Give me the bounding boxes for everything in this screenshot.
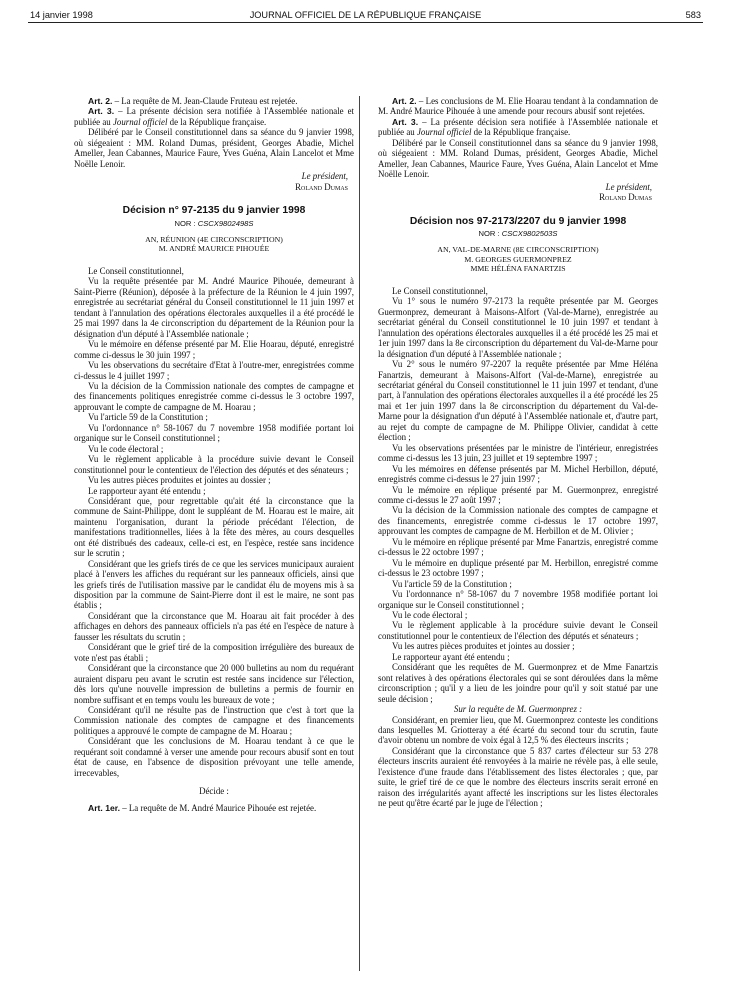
- paragraph: Vu l'article 59 de la Constitution ;: [88, 412, 208, 423]
- paragraph: Vu la requête présentée par M. André Maurice Pihouée, demeurant à Saint-Pierre (Réunion), déposée à la préfecture de la Réunion le 4 juin 1997, enregistrée au secrétariat général du Conseil constitutionnel le 11 juin 1997 et tendant à l'annulation des opérations électorales auxquelles il a été procédé le 25 mai 1997 dans la 4e circonscription du département de la Réunion pour la désignation d'un député à l'Assemblée nationale ;: [74, 276, 354, 339]
- right-subheading-2: M. GEORGES GUERMONPREZ: [464, 254, 572, 264]
- paragraph: Considérant qu'il ne résulte pas de l'instruction que c'est à tort que la Commission nationale des comptes de campagne et des financements politiques a approuvé le compte de campagne de M. Hoarau ;: [74, 705, 354, 736]
- right-column: [378, 96, 658, 809]
- left-column: [74, 96, 354, 813]
- paragraph: Considérant que les conclusions de M. Hoarau tendant à ce que le requérant soit condamné à verser une amende pour recours abusif sont en tout état de cause, en l'absence de disposition prévoyant une telle amende, irrecevables,: [74, 736, 354, 778]
- left-article-3: Art. 3. – La présente décision sera notifiée à l'Assemblée nationale et publiée au Journal officiel de la République française.: [74, 106, 354, 127]
- paragraph: Vu les autres pièces produites et jointes au dossier ;: [88, 475, 271, 486]
- paragraph: Vu le code électoral ;: [88, 443, 164, 454]
- paragraph: Le rapporteur ayant été entendu ;: [392, 651, 510, 662]
- right-paragraph-list-2: [378, 715, 658, 809]
- left-signature-title: Le président,: [301, 171, 348, 182]
- header-page-number: 583: [685, 10, 701, 20]
- left-subheading-2: M. ANDRÉ MAURICE PIHOUÉE: [158, 244, 270, 254]
- right-nor: NOR : CSCX9802503S: [478, 228, 558, 238]
- paragraph: Considérant que la circonstance que M. Hoarau ait fait procéder à des affichages en dehors des panneaux officiels n'a pas été en l'espèce de nature à fausser les résultats du scrutin ;: [74, 610, 354, 642]
- paragraph: Vu la décision de la Commission nationale des comptes de campagne et des financements, enregistrée comme ci-dessus le 17 octobre 1997, approuvant les comptes de campagne de M. Herbillon et de M. Olivier ;: [378, 505, 658, 537]
- decision-title-97-2135: Décision n° 97-2135 du 9 janvier 1998: [122, 205, 306, 217]
- right-signature-name: Roland Dumas: [599, 192, 652, 203]
- right-article-2: Art. 2. – Les conclusions de M. Elie Hoarau tendant à la condamnation de M. André Maurice Pihouée à une amende pour recours abusif sont rejetées.: [378, 96, 658, 117]
- paragraph: Considérant que les griefs tirés de ce que les services municipaux auraient placé à l'envers les affiches du requérant sur les panneaux officiels, ainsi que les griefs tirés de l'utilisation massive par le candidat élu de moyens mis à sa disposition par la commune de Saint-Pierre dont il est le maire, ne sont pas établis ;: [74, 558, 354, 611]
- paragraph: Considérant que la circonstance que 20 000 bulletins au nom du requérant auraient disparu peu avant le scrutin est restée sans incidence sur l'élection, dès lors qu'une nouvelle impression de bulletins a permis de fournir en nombre suffisant et en temps voulu les bureaux de vote ;: [74, 663, 354, 705]
- right-signature-title: Le président,: [605, 181, 652, 192]
- paragraph: Considérant, en premier lieu, que M. Guermonprez conteste les conditions dans lesquelles M. Griotteray a été écarté du second tour du scrutin, faute d'avoir obtenu un nombre de voix égal à 12,5 % des électeurs inscrits ;: [378, 714, 658, 746]
- decision-title-97-2173-2207: Décision nos 97-2173/2207 du 9 janvier 1998: [409, 215, 627, 227]
- paragraph: Vu les autres pièces produites et jointes au dossier ;: [392, 641, 575, 652]
- paragraph: Considérant que, pour regrettable qu'ait été la circonstance que la commune de Saint-Philippe, dont le suppléant de M. Hoarau est le maire, ait maintenu l'organisation, durant la période précédant l'élection, de manifestations traditionnelles, liées à la fête des mères, au cours desquelles ont été distribués des cadeaux, celle-ci est, en l'espèce, restée sans incidence sur le scrutin ;: [74, 495, 354, 559]
- right-subheading-1: AN, VAL-DE-MARNE (8E CIRCONSCRIPTION): [437, 245, 599, 255]
- column-divider: [359, 96, 360, 971]
- paragraph: Vu la décision de la Commission nationale des comptes de campagne et des financements politiques enregistrée comme ci-dessus le 3 octobre 1997, approuvant le compte de campagne de M. Hoarau ;: [74, 380, 354, 412]
- right-article-3: Art. 3. – La présente décision sera notifiée à l'Assemblée nationale et publiée au Journal officiel de la République française.: [378, 116, 658, 138]
- paragraph: Vu l'article 59 de la Constitution ;: [392, 578, 512, 589]
- paragraph: Vu le règlement applicable à la procédure suivie devant le Conseil constitutionnel pour le contentieux de l'élection des députés et des sénateurs ;: [74, 454, 354, 475]
- left-paragraph-list: [74, 266, 354, 778]
- paragraph: Le Conseil constitutionnel,: [88, 265, 184, 276]
- paragraph: Le rapporteur ayant été entendu ;: [88, 485, 206, 496]
- right-paragraph-list: [378, 286, 658, 704]
- paragraph: Considérant que le grief tiré de la composition irrégulière des bureaux de vote n'est pas établi ;: [74, 642, 354, 663]
- paragraph: Vu l'ordonnance n° 58-1067 du 7 novembre 1958 modifiée portant loi organique sur le Conseil constitutionnel ;: [378, 589, 658, 610]
- left-article-1: Art. 1er. – La requête de M. André Maurice Pihouée est rejetée.: [88, 802, 317, 813]
- paragraph: Vu les observations présentées par le ministre de l'intérieur, enregistrées comme ci-dessus les 13 juin, 23 juillet et 19 septembre 1997 ;: [378, 442, 658, 464]
- paragraph: Vu le mémoire en réplique présenté par M. Guermonprez, enregistré comme ci-dessus le 27 août 1997 ;: [378, 484, 658, 505]
- paragraph: Vu le mémoire en duplique présenté par M. Herbillon, enregistré comme ci-dessus le 23 octobre 1997 ;: [378, 557, 658, 579]
- paragraph: Vu 1° sous le numéro 97-2173 la requête présentée par M. Georges Guermonprez, demeurant à Maisons-Alfort (Val-de-Marne), enregistrée au secrétariat général du Conseil constitutionnel le 10 juin 1997 et tendant à l'annulation des opérations électorales auxquelles il a été procédé les 25 mai et 1er juin 1997 dans la 8e circonscription du département du Val-de-Marne pour la désignation d'un député à l'Assemblée nationale ;: [378, 296, 658, 359]
- paragraph: Vu les observations du secrétaire d'Etat à l'outre-mer, enregistrées comme ci-dessus le 4 juillet 1997 ;: [74, 360, 354, 381]
- paragraph: Vu 2° sous le numéro 97-2207 la requête présentée par Mme Héléna Fanartzis, demeurant à Maisons-Alfort (Val-de-Marne), enregistrée au secrétariat général du Conseil constitutionnel le 11 juin 1997 et tendant, d'une part, à l'annulation des opérations électorales auxquelles il a été procédé les 25 mai et 1er juin 1997 dans la 8e circonscription du département du Val-de-Marne pour la désignation d'un député à l'Assemblée nationale et, d'autre part, au rejet du compte de campagne de M. Philippe Olivier, candidat à cette élection ;: [378, 359, 658, 443]
- paragraph: Vu le mémoire en réplique présenté par Mme Fanartzis, enregistré comme ci-dessus le 22 octobre 1997 ;: [378, 536, 658, 558]
- header-rule: [28, 22, 703, 23]
- left-nor: NOR : CSCX9802498S: [174, 218, 254, 228]
- left-deliberation: Délibéré par le Conseil constitutionnel dans sa séance du 9 janvier 1998, où siégeaient : MM. Roland Dumas, président, Georges Abadie, Michel Ameller, Jean Cabannes, Maurice Faure, Yves Guéna, Alain Lancelot et Mme Noëlle Lenoir.: [74, 127, 354, 169]
- right-subheading-3: MME HÉLÉNA FANARTZIS: [470, 264, 566, 274]
- header-title: JOURNAL OFFICIEL DE LA RÉPUBLIQUE FRANÇAISE: [249, 10, 482, 20]
- left-decide: Décide :: [199, 786, 229, 797]
- paragraph: Considérant que les requêtes de M. Guermonprez et de Mme Fanartzis sont relatives à des opérations électorales qui se sont déroulées dans la même circonscription ; qu'il y a lieu de les joindre pour qu'il y soit statué par une seule décision ;: [378, 662, 658, 704]
- paragraph: Considérant que la circonstance que 5 837 cartes d'électeur sur 53 278 électeurs inscrits auraient été renvoyées à la mairie ne révèle pas, à elle seule, l'existence d'une fraude dans l'établissement des listes électorales ; que, par suite, le grief tiré de ce que le nombre des électeurs inscrits serait erroné en raison des irrégularités ayant affecté les inscriptions sur les listes électorales ne peut qu'être écarté par le juge de l'élection ;: [378, 745, 658, 809]
- header-date: 14 janvier 1998: [30, 10, 93, 20]
- paragraph: Vu les mémoires en défense présentés par M. Michel Herbillon, député, enregistrés comme ci-dessus le 27 juin 1997 ;: [378, 463, 658, 485]
- paragraph: Le Conseil constitutionnel,: [392, 285, 488, 296]
- left-article-2: Art. 2. – La requête de M. Jean-Claude Fruteau est rejetée.: [88, 96, 298, 106]
- right-section-heading: Sur la requête de M. Guermonprez :: [453, 704, 583, 715]
- paragraph: Vu le règlement applicable à la procédure suivie devant le Conseil constitutionnel pour le contentieux de l'élection des députés et sénateurs ;: [378, 620, 658, 641]
- right-deliberation: Délibéré par le Conseil constitutionnel dans sa séance du 9 janvier 1998, où siégeaient : MM. Roland Dumas, président, Georges Abadie, Michel Ameller, Jean Cabannes, Maurice Faure, Yves Guéna, Alain Lancelot et Mme Noëlle Lenoir.: [378, 137, 658, 180]
- paragraph: Vu le mémoire en défense présenté par M. Elie Hoarau, député, enregistré comme ci-dessus le 30 juin 1997 ;: [74, 339, 354, 360]
- paragraph: Vu l'ordonnance n° 58-1067 du 7 novembre 1958 modifiée portant loi organique sur le Conseil constitutionnel ;: [74, 422, 354, 444]
- paragraph: Vu le code électoral ;: [392, 609, 468, 620]
- left-signature-name: Roland Dumas: [295, 181, 348, 192]
- left-subheading-1: AN, RÉUNION (4E CIRCONSCRIPTION): [145, 234, 283, 244]
